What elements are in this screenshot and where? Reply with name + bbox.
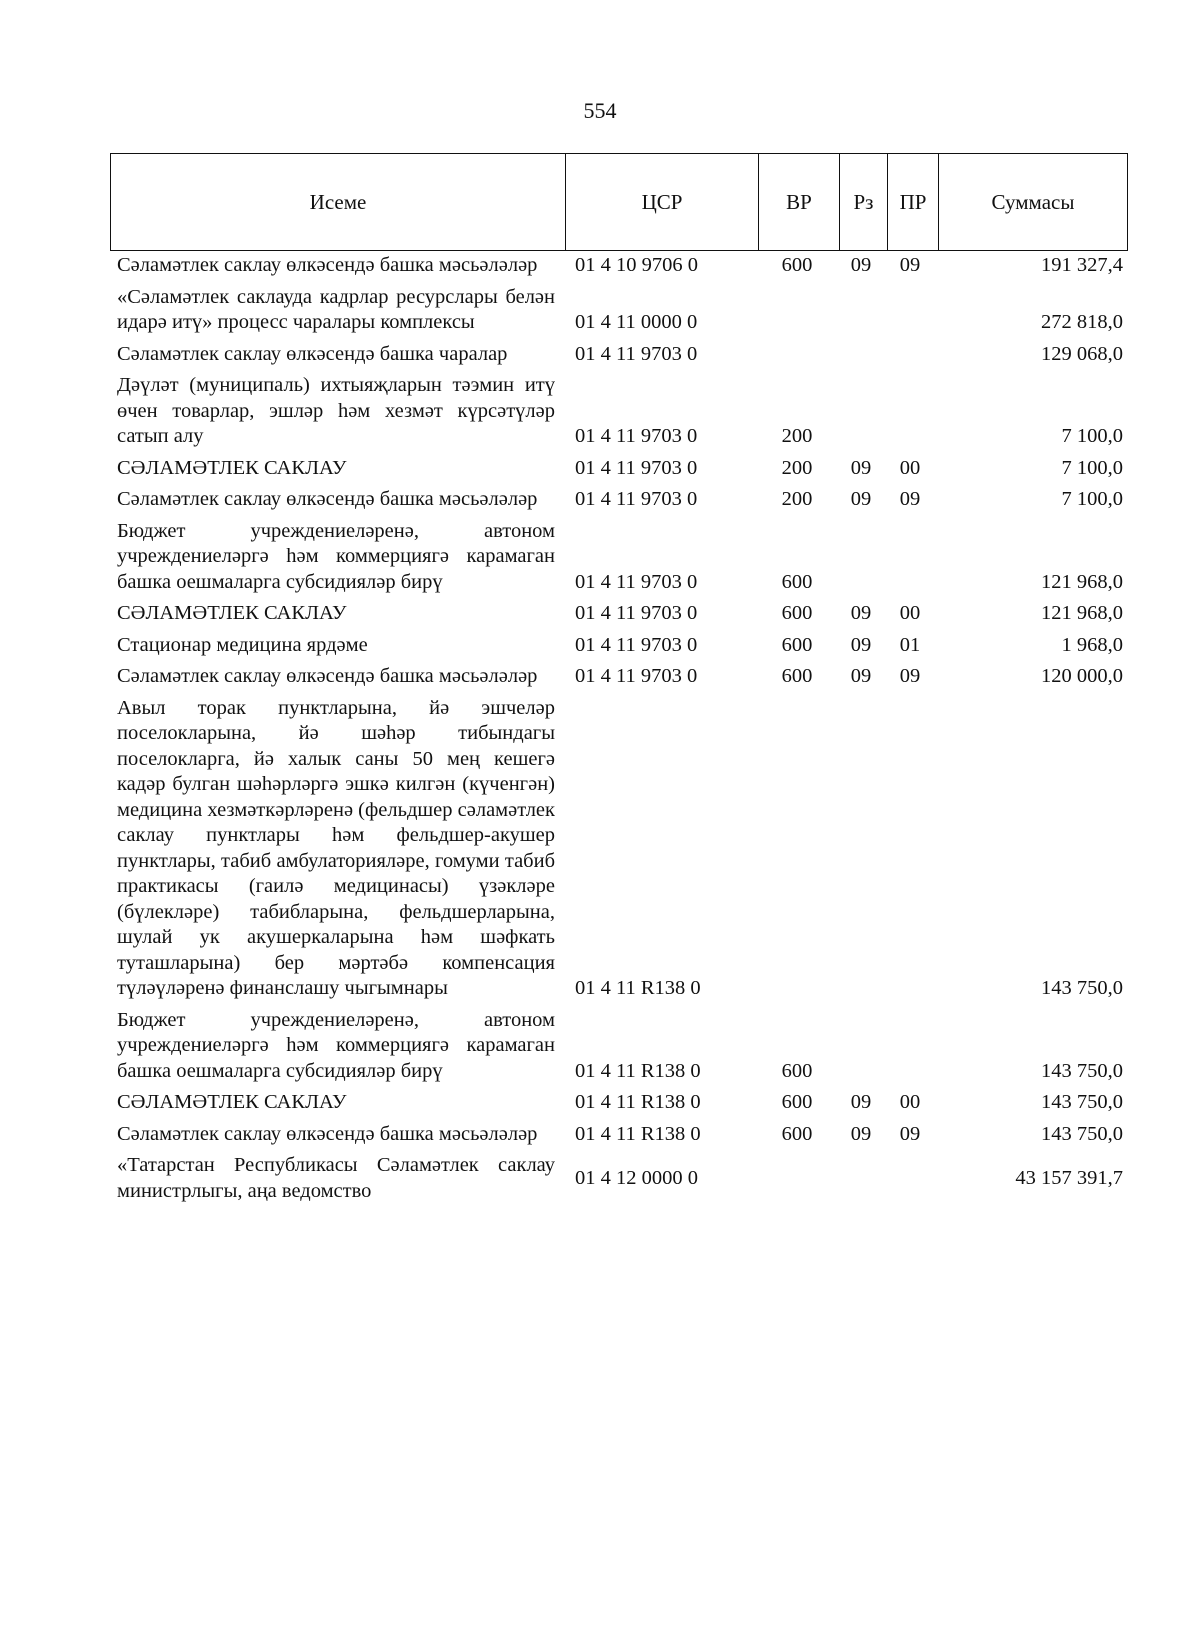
row-csr: 01 4 11 9703 0 — [575, 665, 698, 687]
row-pr: 09 — [899, 1122, 921, 1145]
row-name: СӘЛАМӘТЛЕК САКЛАУ — [117, 1091, 347, 1113]
header-csr: ЦСР — [566, 154, 759, 250]
row-pr: 09 — [899, 665, 921, 687]
row-csr: 01 4 11 R138 0 — [575, 1122, 701, 1145]
row-name: Сәламәтлек саклау өлкәсендә башка мәсьәләләр — [117, 488, 538, 510]
row-csr: 01 4 10 9706 0 — [575, 254, 698, 276]
header-vr: ВР — [759, 154, 840, 250]
table-row — [117, 519, 1123, 596]
table-row — [117, 373, 1123, 450]
page-number: 554 — [583, 98, 617, 123]
row-rz: 09 — [850, 1091, 872, 1113]
row-vr: 600 — [781, 1122, 813, 1145]
header-pr: ПР — [888, 154, 939, 250]
row-name: Сәламәтлек саклау өлкәсендә башка мәсьәләләр — [117, 254, 538, 276]
row-rz: 09 — [850, 456, 872, 479]
row-sum: 121 968,0 — [1041, 570, 1123, 593]
row-name: СӘЛАМӘТЛЕК САКЛАУ — [117, 456, 347, 479]
row-csr: 01 4 11 9703 0 — [575, 570, 698, 593]
row-rz: 09 — [850, 665, 872, 687]
row-sum: 120 000,0 — [1041, 665, 1123, 687]
row-name: Авыл торак пунктларына, йә эшчеләр поселокларына, йә шәһәр тибындагы поселокларга, йә халык саны 50 мең кешегә кадәр булган шәһәрләргә эшкә килгән (күченгән) медицина хезмәткәрләренә (фельдшер сәламәтлек саклау пунктлары һәм фельдшер-акушер пунктлары, табиб амбулаторияләре, гомуми табиб практикасы (гаилә медицинасы) үзәкләре (бүлекләре) табибларына, фельдшерларына, шулай ук акушеркаларына һәм шәфкать туташларына) бер мәртәбә компенсация түләүләренә финанслашу чыгымнары — [117, 696, 555, 999]
row-csr: 01 4 11 0000 0 — [575, 311, 698, 333]
row-csr: 01 4 11 R138 0 — [575, 1091, 701, 1113]
row-rz: 09 — [850, 602, 872, 624]
row-sum: 7 100,0 — [1061, 456, 1123, 479]
row-sum: 7 100,0 — [1061, 425, 1123, 447]
row-csr: 01 4 11 R138 0 — [575, 1059, 701, 1082]
row-name: Бюджет учреждениеләренә, автоном учреждениеләргә һәм коммерциягә карамаган башка оешмаларга субсидияләр бирү — [117, 1008, 555, 1082]
row-name: Сәламәтлек саклау өлкәсендә башка мәсьәләләр — [117, 1122, 538, 1145]
row-vr: 200 — [781, 425, 813, 447]
row-vr: 600 — [781, 254, 813, 276]
row-vr: 200 — [781, 488, 813, 510]
budget-table-body — [117, 253, 1123, 1210]
row-name: Сәламәтлек саклау өлкәсендә башка чаралар — [117, 342, 508, 365]
table-row — [117, 633, 1123, 659]
row-pr: 01 — [899, 633, 921, 656]
row-vr: 600 — [781, 1059, 813, 1082]
row-rz: 09 — [850, 254, 872, 276]
row-sum: 43 157 391,7 — [1015, 1166, 1123, 1189]
row-name: Дәүләт (муниципаль) ихтыяҗларын тәэмин итү өчен товарлар, эшләр һәм хезмәт күрсәтүләр сатып алу — [117, 374, 555, 447]
row-csr: 01 4 11 9703 0 — [575, 488, 698, 510]
table-row — [117, 1090, 1123, 1116]
table-row — [117, 253, 1123, 279]
row-csr: 01 4 11 9703 0 — [575, 602, 698, 624]
table-row — [117, 1153, 1123, 1204]
row-vr: 600 — [781, 1091, 813, 1113]
row-sum: 121 968,0 — [1041, 602, 1123, 624]
row-name: Бюджет учреждениеләренә, автоном учреждениеләргә һәм коммерциягә карамаган башка оешмаларга субсидияләр бирү — [117, 519, 555, 593]
row-vr: 600 — [781, 665, 813, 687]
row-sum: 143 750,0 — [1041, 1091, 1123, 1113]
row-sum: 143 750,0 — [1041, 1059, 1123, 1082]
table-row — [117, 601, 1123, 627]
header-rz: Рз — [840, 154, 888, 250]
header-name: Исеме — [111, 154, 566, 250]
table-row — [117, 1008, 1123, 1085]
row-rz: 09 — [850, 1122, 872, 1145]
row-sum: 7 100,0 — [1061, 488, 1123, 510]
row-csr: 01 4 11 9703 0 — [575, 425, 698, 447]
row-sum: 1 968,0 — [1061, 633, 1123, 656]
row-vr: 600 — [781, 570, 813, 593]
row-pr: 00 — [899, 1091, 921, 1113]
table-row — [117, 342, 1123, 368]
row-csr: 01 4 12 0000 0 — [575, 1166, 698, 1189]
table-row — [117, 487, 1123, 513]
row-pr: 00 — [899, 602, 921, 624]
table-row — [117, 1122, 1123, 1148]
row-rz: 09 — [850, 488, 872, 510]
row-vr: 600 — [781, 633, 813, 656]
row-sum: 191 327,4 — [1041, 254, 1123, 276]
row-sum: 129 068,0 — [1041, 342, 1123, 365]
row-rz: 09 — [850, 633, 872, 656]
row-vr: 200 — [781, 456, 813, 479]
table-row — [117, 285, 1123, 336]
row-sum: 272 818,0 — [1041, 311, 1123, 333]
row-csr: 01 4 11 9703 0 — [575, 342, 698, 365]
row-name: Сәламәтлек саклау өлкәсендә башка мәсьәләләр — [117, 665, 538, 687]
row-sum: 143 750,0 — [1041, 1122, 1123, 1145]
row-name: СӘЛАМӘТЛЕК САКЛАУ — [117, 602, 347, 624]
row-name: «Сәламәтлек саклауда кадрлар ресурслары белән идарә итү» процесс чаралары комплексы — [117, 285, 555, 333]
table-row — [117, 664, 1123, 690]
row-pr: 00 — [899, 456, 921, 479]
table-row — [117, 456, 1123, 482]
table-header — [110, 153, 1128, 251]
row-pr: 09 — [899, 254, 921, 276]
row-name: «Татарстан Республикасы Сәламәтлек саклау министрлыгы, аңа ведомство — [117, 1154, 555, 1202]
row-csr: 01 4 11 9703 0 — [575, 633, 698, 656]
table-row — [117, 696, 1123, 1002]
row-csr: 01 4 11 R138 0 — [575, 977, 701, 999]
row-name: Стационар медицина ярдәме — [117, 633, 368, 656]
row-pr: 09 — [899, 488, 921, 510]
header-sum: Суммасы — [991, 189, 1075, 214]
row-sum: 143 750,0 — [1041, 977, 1123, 999]
row-csr: 01 4 11 9703 0 — [575, 456, 698, 479]
row-vr: 600 — [781, 602, 813, 624]
